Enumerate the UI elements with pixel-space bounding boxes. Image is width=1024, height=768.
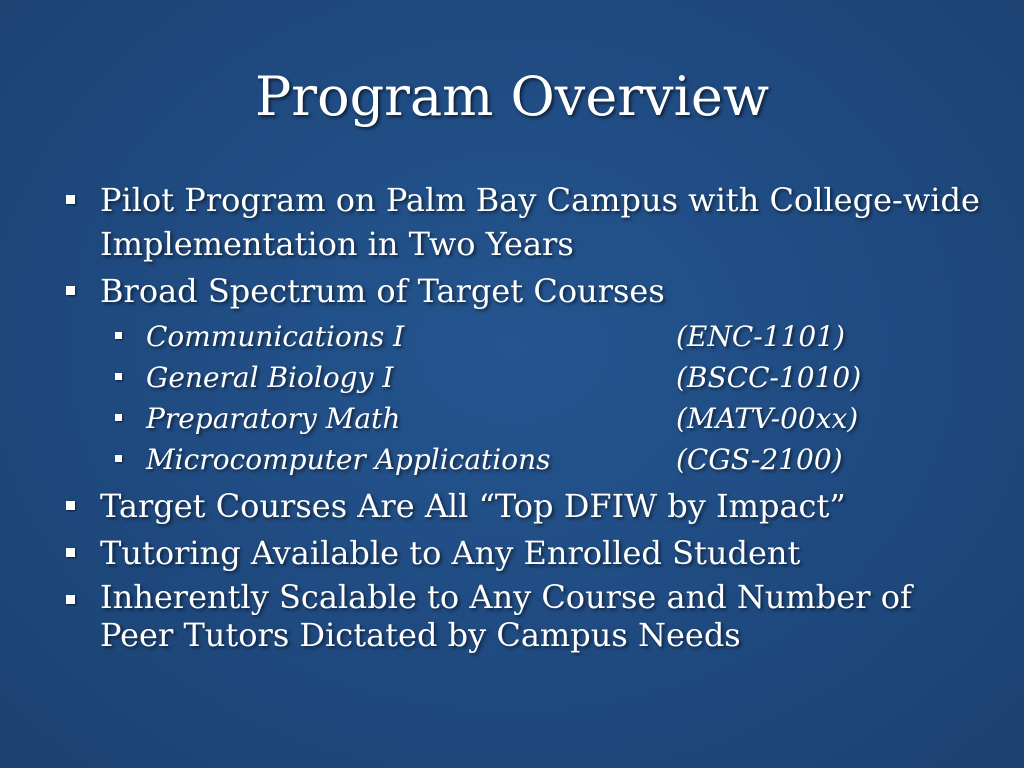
slide-title: Program Overview	[254, 65, 770, 128]
square-bullet-icon	[66, 501, 75, 510]
square-bullet-icon	[115, 373, 122, 380]
bullet-item	[60, 578, 980, 654]
bullet-text: Inherently Scalable to Any Course and Number of Peer Tutors Dictated by Campus Needs	[100, 578, 912, 654]
course-name: General Biology I	[146, 361, 394, 394]
bullet-list	[60, 178, 980, 657]
course-list	[60, 316, 980, 480]
bullet-text: Pilot Program on Palm Bay Campus with College-wide Implementation in Two Years	[100, 181, 980, 263]
course-name: Preparatory Math	[146, 402, 401, 435]
bullet-item	[60, 269, 980, 313]
bullet-item	[60, 178, 980, 266]
course-item	[60, 357, 980, 398]
course-code: (MATV-00xx)	[676, 402, 859, 435]
bullet-item	[60, 531, 980, 575]
course-code: (ENC-1101)	[676, 320, 845, 353]
square-bullet-icon	[115, 455, 122, 462]
square-bullet-icon	[66, 195, 75, 204]
square-bullet-icon	[115, 414, 122, 421]
course-code: (BSCC-1010)	[676, 361, 862, 394]
square-bullet-icon	[66, 286, 75, 295]
course-code: (CGS-2100)	[676, 443, 843, 476]
square-bullet-icon	[115, 332, 122, 339]
bullet-text: Tutoring Available to Any Enrolled Student	[100, 534, 801, 572]
bullet-text: Broad Spectrum of Target Courses	[100, 272, 665, 310]
course-name: Microcomputer Applications	[146, 443, 551, 476]
course-item	[60, 398, 980, 439]
course-item	[60, 316, 980, 357]
bullet-text: Target Courses Are All “Top DFIW by Impact”	[100, 487, 846, 525]
bullet-item	[60, 484, 980, 528]
square-bullet-icon	[66, 595, 75, 604]
course-item	[60, 439, 980, 480]
square-bullet-icon	[66, 548, 75, 557]
course-name: Communications I	[146, 320, 405, 353]
